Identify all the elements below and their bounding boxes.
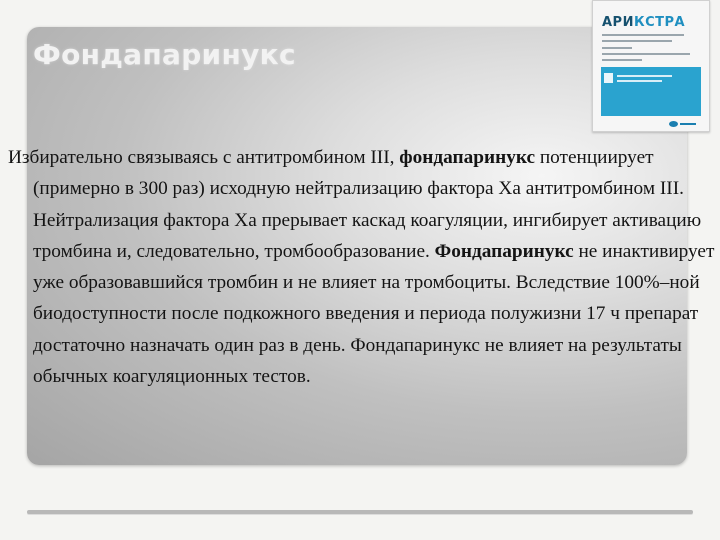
product-brand-name: АРИКСТРА	[602, 15, 686, 30]
body-segment: Избирательно связываясь с антитромбином III,	[8, 147, 400, 168]
package-text-line	[602, 47, 632, 49]
package-text-line	[602, 34, 684, 36]
slide-title: Фондапаринукс	[33, 38, 296, 71]
package-text-line	[602, 40, 672, 42]
manufacturer-logo-icon	[669, 121, 678, 127]
body-segment-bold: Фондапаринукс	[434, 240, 574, 262]
package-text-line	[602, 59, 642, 61]
slide-body-text	[8, 142, 720, 392]
package-blue-stripe	[601, 67, 701, 116]
package-stripe-icon	[604, 73, 613, 83]
body-segment: не инактивирует уже образовавшийся тромбин и не влияет на тромбоциты. Вследствие 100%–ной биодоступности после подкожного введения и периода полужизни 17 ч препарат достаточно назначать один раз в день. Фондапаринукс не влияет на результаты обычных коагуляционных тестов.	[33, 240, 715, 388]
body-segment-bold: фондапаринукс	[399, 147, 536, 168]
body-segment: потенциирует (примерно в 300 раз) исходную нейтрализацию фактора Xa антитромбином III. Нейтрализация фактора Xa прерывает каскад коагуляции, ингибирует активацию тромбина и, следовательно, тромбообразование.	[33, 147, 702, 262]
manufacturer-logo-text	[680, 123, 696, 125]
slide-bottom-divider	[27, 510, 693, 514]
product-package-image	[592, 0, 710, 132]
package-text-line	[602, 53, 690, 55]
